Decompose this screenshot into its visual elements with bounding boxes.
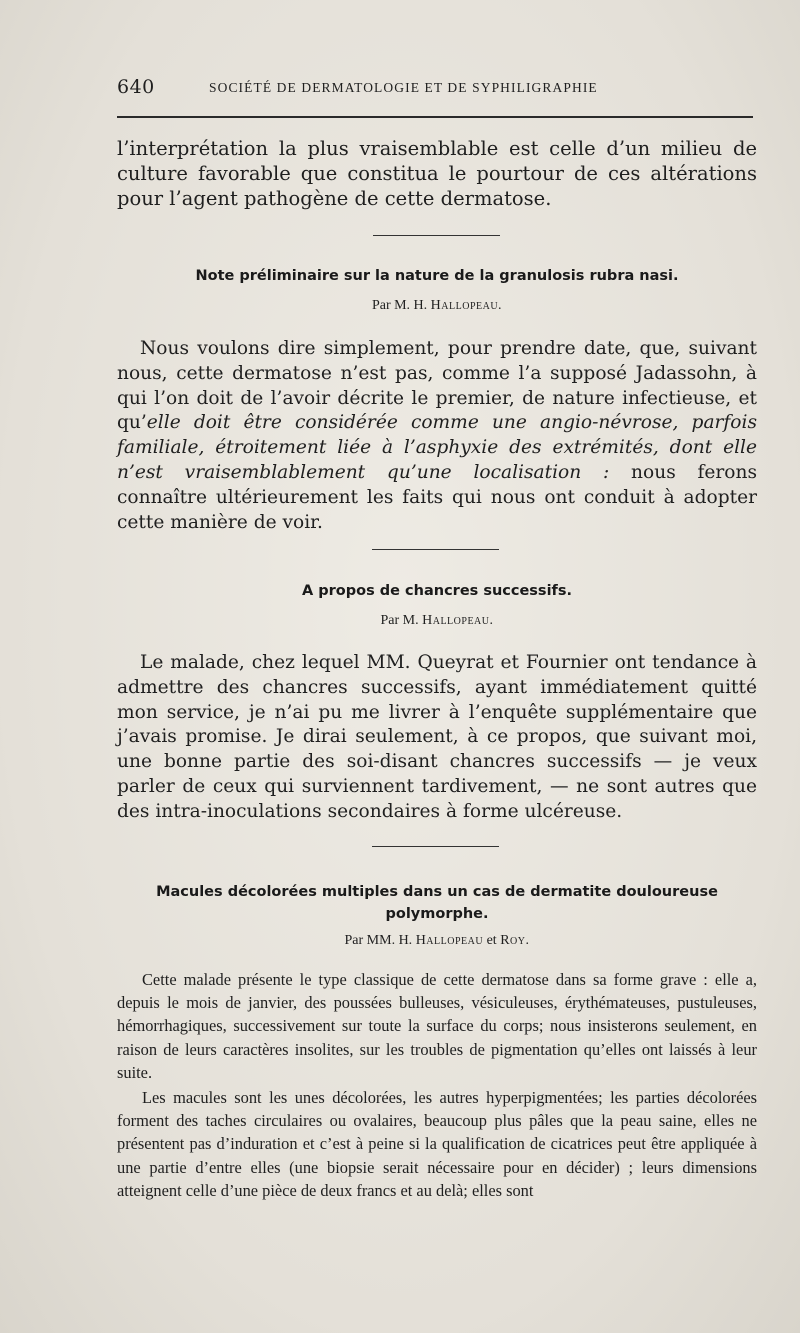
article-3-title-line-2: polymorphe. <box>385 906 489 922</box>
article-3-paragraph-1: Cette malade présente le type classique de cette dermatose dans sa forme grave : elle a, depuis le mois de janvier, des poussées bulleuses, vésiculeuses, érythémateuses, pustuleuses, hémorrhagiques, successivement sur toute la surface du corps; nous insisterons seulement, en raison de leurs caractères insolites, sur les troubles de pigmentation qu’elles ont laissés à leur suite. <box>117 970 757 1082</box>
intro-paragraph <box>117 136 757 211</box>
byline-prefix: Par M. <box>380 613 419 628</box>
article-3-title <box>117 881 757 925</box>
article-1-body <box>117 337 757 535</box>
article-1-title: Note préliminaire sur la nature de la granulosis rubra nasi. <box>195 268 679 284</box>
byline-prefix: Par MM. H. <box>344 933 413 948</box>
header-rule <box>117 116 753 118</box>
article-2-byline <box>117 613 757 629</box>
byline-coauthor: Roy. <box>500 933 530 948</box>
article-3-byline <box>117 933 757 949</box>
byline-prefix: Par M. H. <box>371 298 428 313</box>
section-divider <box>372 549 499 550</box>
page-number: 640 <box>117 76 155 98</box>
article-2-body <box>117 651 757 825</box>
running-head: SOCIÉTÉ DE DERMATOLOGIE ET DE SYPHILIGRAPHIE <box>209 80 598 95</box>
page-header <box>117 76 757 106</box>
article-2-title: A propos de chancres successifs. <box>302 583 572 599</box>
article-1-text-before: Nous voulons dire simplement, pour prendre date, que, suivant nous, cette dermatose n’est pas, comme l’a supposé Jadassohn, à qui l’on doit de l’avoir décrite le premier, de nature infectieuse, et qu’ <box>117 338 757 434</box>
section-divider <box>373 235 500 236</box>
article-3-paragraph-2: Les macules sont les unes décolorées, les autres hyperpigmentées; les parties décolorées forment des taches circulaires ou ovalaires, beaucoup plus pâles que la peau saine, elles ne présentent pas d’induration et c’est à peine si la qualification de cicatrices peut être appliquée à une partie d’entre elles (une biopsie serait nécessaire pour en décider) ; leurs dimensions atteignent celle d’une pièce de deux francs et au delà; elles sont <box>117 1088 757 1200</box>
byline-author: Hallopeau. <box>430 298 503 313</box>
byline-author: Hallopeau. <box>422 613 494 628</box>
section-divider <box>372 846 499 847</box>
article-3-body <box>117 968 757 1202</box>
article-1-text-after: nous ferons connaître ultérieurement les faits qui nous ont conduit à adopter cette manière de voir. <box>117 461 757 533</box>
byline-and: et <box>486 933 497 948</box>
article-1-byline <box>117 298 757 314</box>
byline-author: Hallopeau <box>415 933 484 948</box>
article-3-title-line-1: Macules décolorées multiples dans un cas de dermatite douloureuse <box>156 884 718 900</box>
intro-paragraph-text: l’interprétation la plus vraisemblable est celle d’un milieu de culture favorable que constitua le pourtour de ces altérations pour l’agent pathogène de cette dermatose. <box>117 137 757 210</box>
article-1-italic-text: elle doit être considérée comme une angio-névrose, parfois familiale, étroitement liée à l’asphyxie des extrémités, dont elle n’est vraisemblablement qu’une localisation : <box>117 412 757 483</box>
article-2-paragraph: Le malade, chez lequel MM. Queyrat et Fournier ont tendance à admettre des chancres successifs, ayant immédiatement quitté mon service, je n’ai pu me livrer à l’enquête supplémentaire que j’avais promise. Je dirai seulement, à ce propos, que suivant moi, une bonne partie des soi-disant chancres successifs — je veux parler de ceux qui surviennent tardivement, — ne sont autres que des intra-inoculations secondaires à forme ulcéreuse. <box>117 652 757 822</box>
